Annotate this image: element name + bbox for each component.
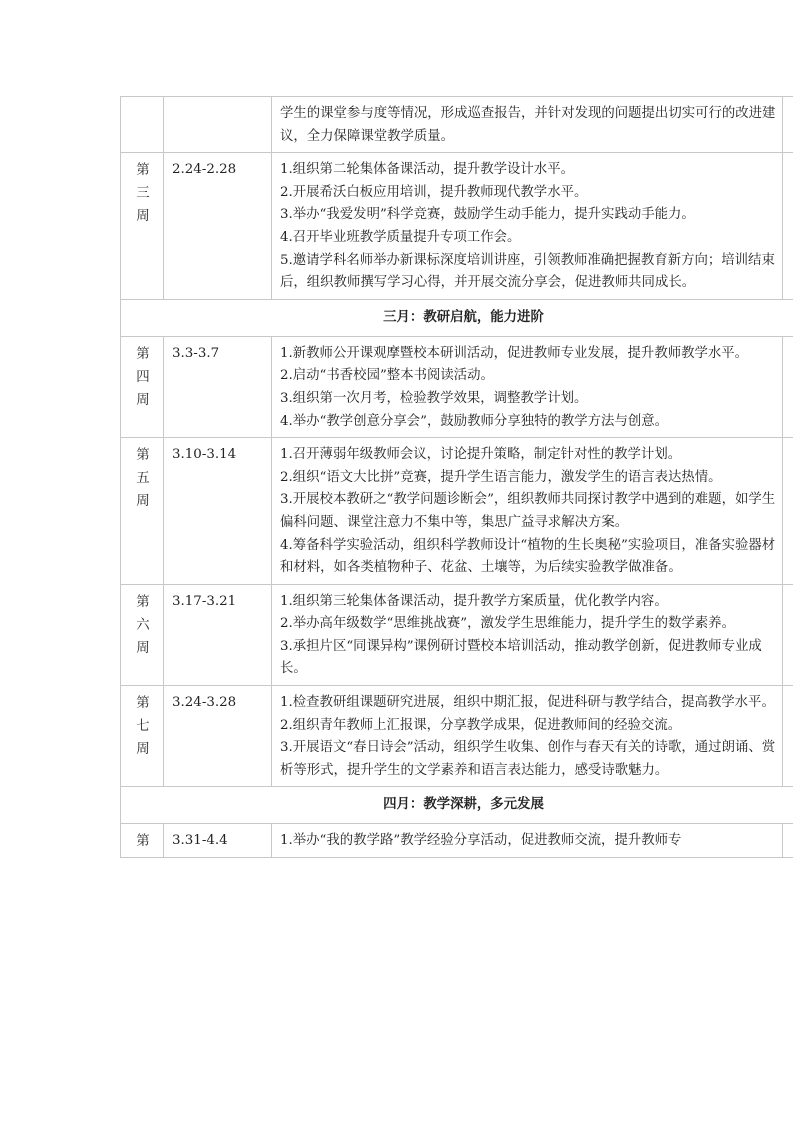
date-cell: 3.31-4.4 (164, 824, 272, 858)
content-line: 1.召开薄弱年级教师会议，讨论提升策略，制定针对性的教学计划。 (280, 447, 682, 463)
content-cell (272, 336, 783, 437)
date-cell: 3.10-3.14 (164, 438, 272, 585)
table-row (121, 97, 793, 153)
content-line: 3.开展校本教研之“教学问题诊断会”，组织教师共同探讨教学中遇到的难题，如学生偏科问题、课堂注意力不集中等，集思广益寻求解决方案。 (280, 492, 776, 530)
date-cell: 3.3-3.7 (164, 336, 272, 437)
content-line: 4.召开毕业班教学质量提升专项工作会。 (280, 229, 521, 245)
extra-cell (783, 824, 793, 858)
week-cell: 第 六 周 (121, 584, 164, 685)
extra-cell (783, 97, 793, 153)
content-line: 3.组织第一次月考，检验教学效果，调整教学计划。 (280, 390, 588, 406)
extra-cell (783, 584, 793, 685)
extra-cell (783, 686, 793, 787)
content-line: 2.开展希沃白板应用培训，提升教师现代教学水平。 (280, 184, 588, 200)
content-cell (272, 97, 783, 153)
extra-cell (783, 438, 793, 585)
content-line: 1.新教师公开课观摩暨校本研训活动，促进教师专业发展，提升教师教学水平。 (280, 345, 749, 361)
week-cell: 第 三 周 (121, 153, 164, 300)
extra-cell (783, 153, 793, 300)
extra-cell (783, 336, 793, 437)
content-line: 2.组织“语文大比拼”竞赛，提升学生语言能力，激发学生的语言表达热情。 (280, 469, 722, 485)
table-row (121, 336, 793, 437)
month-header-row (121, 787, 793, 824)
content-cell (272, 438, 783, 585)
week-cell: 第 四 周 (121, 336, 164, 437)
week-cell: 第 (121, 824, 164, 858)
month-heading: 四月：教学深耕，多元发展 (121, 787, 793, 824)
content-line: 1.组织第二轮集体备课活动，提升教学设计水平。 (280, 162, 574, 178)
content-line: 3.承担片区“同课异构”课例研讨暨校本培训活动，推动教学创新，促进教师专业成长。 (280, 638, 762, 677)
date-cell (164, 97, 272, 153)
content-line: 2.启动“书香校园”整本书阅读活动。 (280, 368, 494, 384)
date-cell: 3.24-3.28 (164, 686, 272, 787)
month-header-row (121, 299, 793, 336)
content-line: 3.举办“我爱发明”科学竞赛，鼓励学生动手能力，提升实践动手能力。 (280, 207, 695, 223)
content-cell (272, 824, 783, 858)
content-cell (272, 153, 783, 300)
table-row (121, 153, 793, 300)
content-line: 1.举办“我的教学路”教学经验分享活动，促进教师交流，提升教师专 (280, 833, 682, 849)
table-row (121, 824, 793, 858)
content-line: 2.组织青年教师上汇报课，分享教学成果，促进教师间的经验交流。 (280, 717, 682, 733)
week-cell: 第 五 周 (121, 438, 164, 585)
content-line: 4.筹备科学实验活动，组织科学教师设计“植物的生长奥秘”实验项目，准备实验器材和材料，如各类植物种子、花盆、土壤等，为后续实验教学做准备。 (280, 537, 776, 576)
content-line: 学生的课堂参与度等情况，形成巡查报告，并针对发现的问题提出切实可行的改进建议，全力保障课堂教学质量。 (280, 106, 776, 144)
content-line: 5.邀请学科名师举办新课标深度培训讲座，引领教师准确把握教育新方向；培训结束后，组织教师撰写学习心得，并开展交流分享会，促进教师共同成长。 (280, 252, 775, 291)
content-line: 4.举办“教学创意分享会”，鼓励教师分享独特的教学方法与创意。 (280, 413, 669, 429)
table-row (121, 438, 793, 585)
date-cell: 2.24-2.28 (164, 153, 272, 300)
content-line: 3.开展语文“春日诗会”活动，组织学生收集、创作与春天有关的诗歌，通过朗诵、赏析等形式，提升学生的文学素养和语言表达能力，感受诗歌魅力。 (280, 740, 776, 778)
content-cell (272, 686, 783, 787)
month-heading: 三月：教研启航，能力进阶 (121, 299, 793, 336)
table-row (121, 584, 793, 685)
date-cell: 3.17-3.21 (164, 584, 272, 685)
content-line: 1.组织第三轮集体备课活动，提升教学方案质量，优化教学内容。 (280, 593, 668, 609)
week-cell: 第 七 周 (121, 686, 164, 787)
content-cell (272, 584, 783, 685)
content-line: 1.检查教研组课题研究进展，组织中期汇报，促进科研与教学结合，提高教学水平。 (280, 695, 775, 711)
table-row (121, 686, 793, 787)
schedule-table (120, 96, 793, 858)
week-cell (121, 97, 164, 153)
content-line: 2.举办高年级数学“思维挑战赛”，激发学生思维能力，提升学生的数学素养。 (280, 616, 735, 632)
